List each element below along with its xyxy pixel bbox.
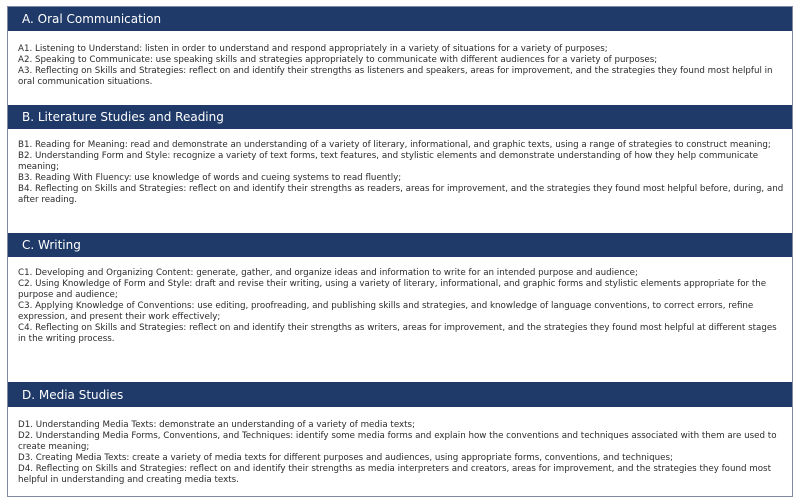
expectation-d1: D1. Understanding Media Texts: demonstrate an understanding of a variety of media texts; [18,420,416,430]
expectation-c4: C4. Reflecting on Skills and Strategies: reflect on and identify their strengths as writers, areas for improvement, and the strategies they found most helpful at different stages in the writing process. [18,323,777,344]
expectation-d2: D2. Understanding Media Forms, Conventions, and Techniques: identify some media forms and explain how the conventions and techniques associated with them are used to create meaning; [18,431,777,452]
expectation-c1: C1. Developing and Organizing Content: generate, gather, and organize ideas and information to write for an intended purpose and audience; [18,268,638,278]
section-b-title: B. Literature Studies and Reading [22,110,224,124]
section-c-body [8,257,792,382]
section-b-header [8,105,792,129]
expectation-b3: B3. Reading With Fluency: use knowledge of words and cueing systems to read fluently; [18,173,402,183]
section-a-body [8,31,792,105]
section-d-title: D. Media Studies [22,387,124,402]
section-d-body [8,407,792,496]
expectation-c3: C3. Applying Knowledge of Conventions: use editing, proofreading, and publishing skills and strategies, and knowledge of language conventions, to correct errors, refine expression, and present their work effectively; [18,301,754,322]
section-a-header [8,7,792,31]
expectation-b4: B4. Reflecting on Skills and Strategies: reflect on and identify their strengths as readers, areas for improvement, and the strategies they found most helpful before, during, and after reading. [18,184,784,205]
expectation-a2: A2. Speaking to Communicate: use speaking skills and strategies appropriately to communicate with different audiences for a variety of purposes; [18,55,658,65]
expectation-a1: A1. Listening to Understand: listen in order to understand and respond appropriately in a variety of situations for a variety of purposes; [18,44,608,54]
section-c-title: C. Writing [22,238,81,252]
section-d-header [8,382,792,407]
expectation-b1: B1. Reading for Meaning: read and demonstrate an understanding of a variety of literary, informational, and graphic texts, using a range of strategies to construct meaning; [18,140,771,150]
expectation-b2: B2. Understanding Form and Style: recognize a variety of text forms, text features, and stylistic elements and demonstrate understanding of how they help communicate meaning; [18,151,759,172]
expectation-a3: A3. Reflecting on Skills and Strategies: reflect on and identify their strengths as listeners and speakers, areas for improvement, and the strategies they found most helpful in oral communication situations. [18,66,773,87]
section-c-header [8,233,792,257]
section-b-body [8,129,792,233]
curriculum-table [7,6,793,497]
section-a-title: A. Oral Communication [22,12,162,26]
expectation-c2: C2. Using Knowledge of Form and Style: draft and revise their writing, using a variety of literary, informational, and graphic forms and stylistic elements appropriate for the purpose and audience; [18,279,767,300]
expectation-d3: D3. Creating Media Texts: create a variety of media texts for different purposes and audiences, using appropriate forms, conventions, and techniques; [18,453,673,463]
expectation-d4: D4. Reflecting on Skills and Strategies: reflect on and identify their strengths as media interpreters and creators, areas for improvement, and the strategies they found most helpful in understanding and creating media texts. [18,464,771,485]
